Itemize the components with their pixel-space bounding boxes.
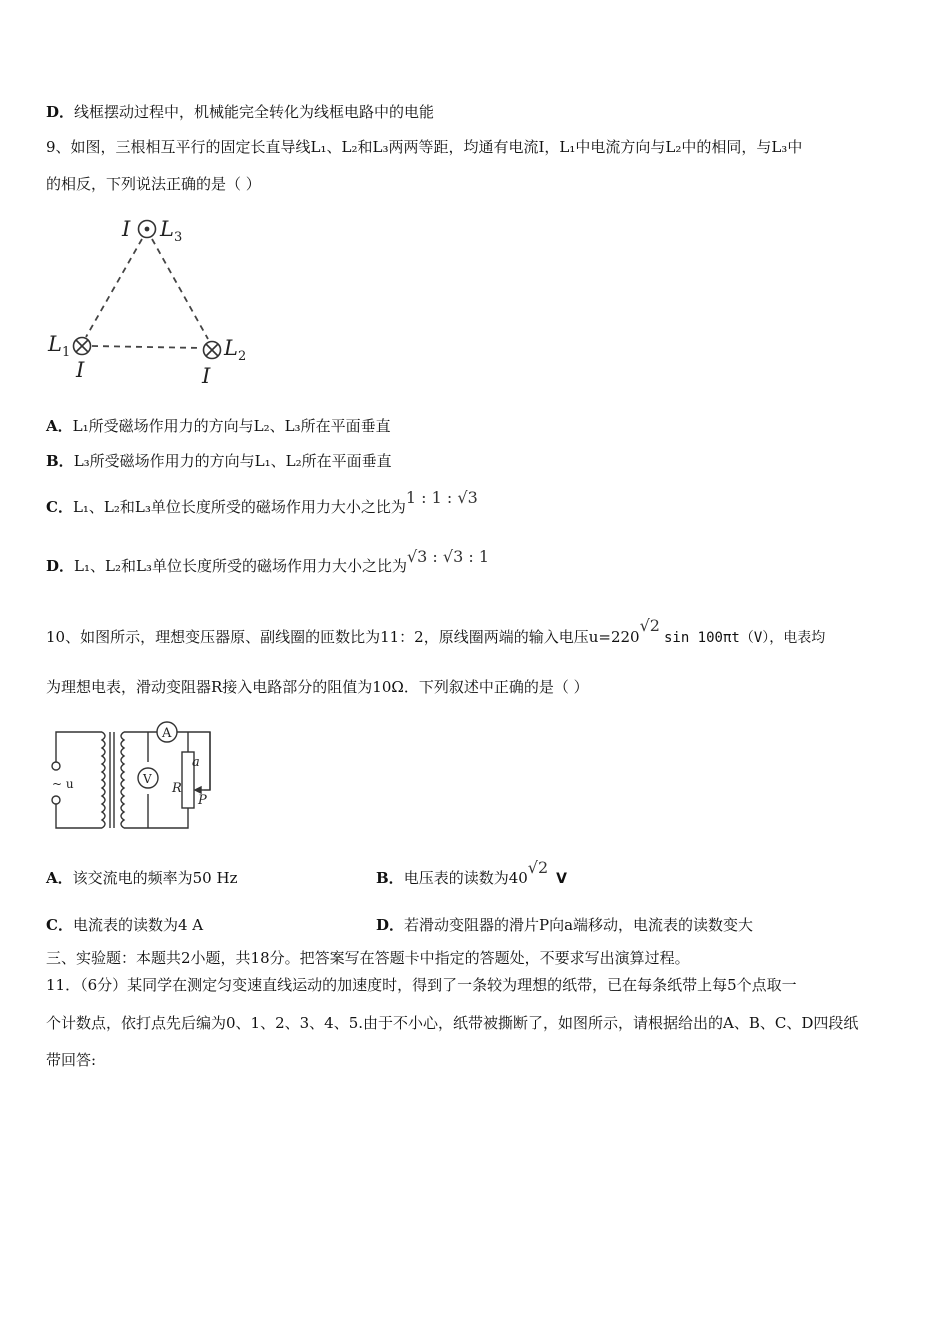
option-text: L₁所受磁场作用力的方向与L₂、L₃所在平面垂直 bbox=[72, 417, 391, 435]
q10-option-c bbox=[46, 915, 203, 935]
q10-option-a bbox=[46, 868, 237, 888]
option-unit: V bbox=[556, 871, 567, 887]
label-i-l2: I bbox=[202, 364, 211, 388]
option-label: B． bbox=[376, 869, 404, 887]
option-label: D． bbox=[46, 103, 75, 121]
q9-option-d bbox=[46, 547, 490, 576]
label-i-l3: I bbox=[122, 217, 131, 241]
ammeter-label: A bbox=[162, 726, 172, 741]
option-label: B． bbox=[46, 452, 74, 470]
voltmeter-label: V bbox=[143, 772, 152, 786]
option-text: 若滑动变阻器的滑片P向a端移动，电流表的读数变大 bbox=[404, 916, 754, 934]
q10-stem-line1 bbox=[46, 616, 826, 648]
label-l2-sub: 2 bbox=[238, 349, 247, 364]
source-label-u: ~ u bbox=[52, 777, 74, 791]
label-r: R bbox=[172, 781, 182, 796]
terminal-bottom-icon bbox=[52, 796, 60, 804]
triangle-dashed-lines bbox=[86, 239, 208, 348]
option-label: A． bbox=[46, 869, 73, 887]
label-l1-sub: 1 bbox=[62, 345, 71, 360]
label-i-l1: I bbox=[76, 358, 85, 382]
option-text: 电流表的读数为4 A bbox=[72, 916, 204, 934]
stem-text-b: sin 100πt（V），电表均 bbox=[663, 630, 826, 646]
label-l2: L bbox=[224, 336, 238, 360]
option-label: A． bbox=[46, 417, 73, 435]
label-l3-sub: 3 bbox=[174, 230, 183, 245]
label-p: P bbox=[198, 793, 207, 808]
q11-line2: 个计数点，依打点先后编为0、1、2、3、4、5.由于不小心，纸带被撕断了，如图所示，请根据给出的A、B、C、D四段纸 bbox=[46, 1014, 859, 1032]
q10-stem-line2: 为理想电表，滑动变阻器R接入电路部分的阻值为10Ω．下列叙述中正确的是（ ） bbox=[46, 678, 589, 696]
q9-option-c bbox=[46, 488, 478, 517]
option-text: 线框摆动过程中，机械能完全转化为线框电路中的电能 bbox=[74, 103, 435, 121]
q11-line1: 11．（6分）某同学在测定匀变速直线运动的加速度时，得到了一条较为理想的纸带，已在每条纸带上每5个点取一 bbox=[46, 976, 797, 994]
option-text: 该交流电的频率为50 Hz bbox=[72, 869, 238, 887]
option-text: L₃所受磁场作用力的方向与L₁、L₂所在平面垂直 bbox=[73, 452, 392, 470]
option-label: C． bbox=[46, 916, 73, 934]
label-a: a bbox=[192, 755, 200, 770]
stem-text-a: 10、如图所示，理想变压器原、副线圈的匝数比为11：2，原线圈两端的输入电压u=220 bbox=[46, 628, 640, 646]
secondary-coil bbox=[121, 732, 124, 828]
q9-wire-figure bbox=[44, 205, 264, 390]
ratio-expression: 1 : 1 : √3 bbox=[405, 488, 478, 507]
wire-l1-into-page-icon bbox=[74, 338, 91, 355]
q10-transformer-circuit bbox=[44, 718, 219, 833]
option-sqrt: √2 bbox=[527, 858, 549, 877]
wire-l3-out-of-page-icon bbox=[139, 221, 156, 238]
q11-line3: 带回答: bbox=[46, 1051, 97, 1069]
q9-option-a bbox=[46, 416, 391, 436]
section-3-heading: 三、实验题：本题共2小题，共18分。把答案写在答题卡中指定的答题处，不要求写出演算过程。 bbox=[46, 949, 690, 967]
option-text: L₁、L₂和L₃单位长度所受的磁场作用力大小之比为 bbox=[74, 557, 407, 575]
label-l3: L bbox=[160, 217, 174, 241]
wire-l2-into-page-icon bbox=[204, 342, 221, 359]
option-label: D． bbox=[376, 916, 405, 934]
q10-option-d bbox=[376, 915, 753, 935]
option-label: C． bbox=[46, 498, 73, 516]
label-l1: L bbox=[48, 332, 62, 356]
terminal-top-icon bbox=[52, 762, 60, 770]
stem-sqrt: √2 bbox=[639, 616, 660, 635]
q8-option-d bbox=[46, 102, 434, 122]
q9-stem-line2: 的相反，下列说法正确的是（ ） bbox=[46, 175, 261, 193]
q9-stem-line1: 9、如图，三根相互平行的固定长直导线L₁、L₂和L₃两两等距，均通有电流I，L₁中电流方向与L₂中的相同，与L₃中 bbox=[46, 138, 803, 156]
primary-coil bbox=[102, 732, 105, 828]
q10-option-b bbox=[376, 858, 567, 889]
option-label: D． bbox=[46, 557, 75, 575]
q9-option-b bbox=[46, 451, 392, 471]
option-text: L₁、L₂和L₃单位长度所受的磁场作用力大小之比为 bbox=[72, 498, 406, 516]
ratio-expression: √3 : √3 : 1 bbox=[406, 547, 490, 566]
option-text: 电压表的读数为40 bbox=[403, 869, 528, 887]
